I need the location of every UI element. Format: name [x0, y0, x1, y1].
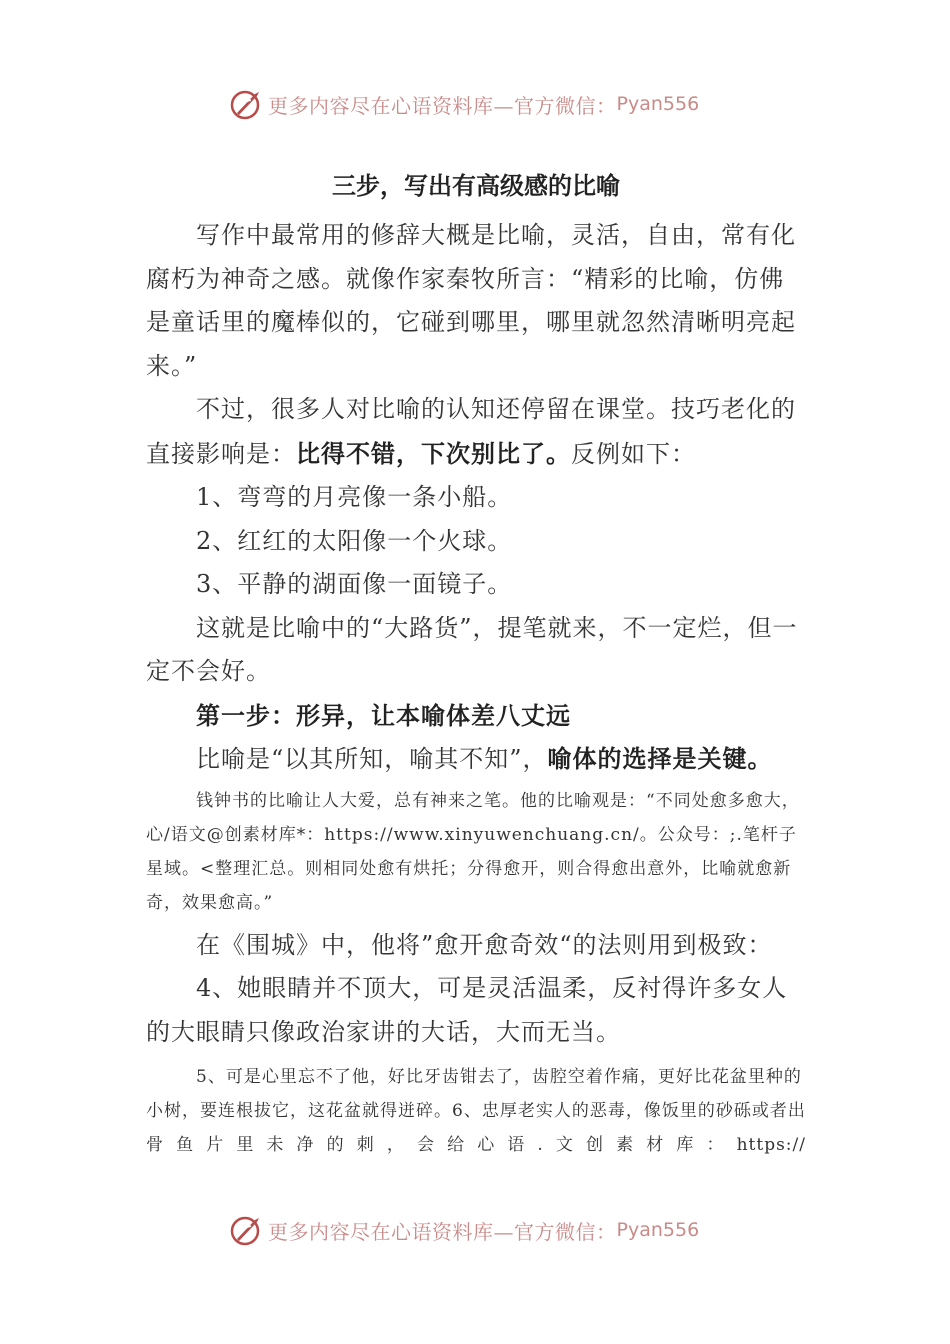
footer-banner: [228, 1210, 699, 1250]
document-title: 三步，写出有高级感的比喻: [332, 171, 620, 200]
paragraph-problem-tail: 反例如下：: [571, 439, 696, 468]
paragraph-metaphor-emphasis: 喻体的选择是关键。: [547, 744, 773, 773]
paragraph-conclusion: 这就是比喻中的“大路货”，提笔就来，不一定烂，但一定不会好。: [146, 613, 798, 685]
footer-wechat-id: Pyan556: [616, 1219, 700, 1241]
paragraph-problem: [146, 388, 806, 476]
paragraph-problem-emphasis: 比得不错，下次别比了。: [296, 438, 571, 468]
example-2: 2、红红的太阳像一个火球。: [196, 526, 513, 555]
pen-logo-icon: [228, 86, 264, 122]
example-1: 1、弯弯的月亮像一条小船。: [196, 483, 513, 511]
step1-heading: 第一步：形异，让本喻体差八丈远: [196, 700, 571, 730]
example-3: 3、平静的湖面像一面镜子。: [196, 570, 513, 598]
footer-brand: 更多内容尽在心语资料库—: [268, 1219, 514, 1244]
banner-wechat-id: Pyan556: [616, 93, 700, 115]
paragraph-problem-text: 不过，很多人对比喻的认知还停留在课堂。技巧老化的直接影响是：: [146, 395, 796, 468]
banner-label: 官方微信：: [514, 93, 617, 118]
paragraph-metaphor-text: 比喻是“以其所知，喻其不知”，: [196, 745, 548, 773]
document-body: [146, 166, 806, 1162]
pen-logo-icon: [228, 1212, 264, 1248]
paragraph-metaphor: [146, 737, 806, 782]
banner-brand: 更多内容尽在心语资料库—: [268, 93, 514, 118]
paragraph-intro: 写作中最常用的修辞大概是比喻，灵活，自由，常有化腐朽为神奇之感。就像作家秦牧所言：“精彩的比喻，仿佛是童话里的魔棒似的，它碰到哪里，哪里就忽然清晰明亮起来。”: [146, 221, 796, 380]
example-4: 4、她眼睛并不顶大，可是灵活温柔，反衬得许多女人的大眼睛只像政治家讲的大话，大而无当。: [146, 974, 788, 1046]
header-banner: [228, 84, 699, 124]
paragraph-examples-5-6: 5、可是心里忘不了他，好比牙齿钳去了，齿腔空着作痛，更好比花盆里种的小树，要连根拔它，这花盆就得迸碎。6、忠厚老实人的恶毒，像饭里的砂砾或者出骨鱼片里未净的刺，会给心语.文创素材库：https://: [146, 1067, 806, 1155]
paragraph-weicheng: 在《围城》中，他将”愈开愈奇效“的法则用到极致：: [196, 930, 773, 959]
paragraph-qian-quote: 钱钟书的比喻让人大爱，总有神来之笔。他的比喻观是：“不同处愈多愈大，心/语文@创素材库*：https://www.xinyuwenchuang.cn/。公众号：;.笔杆子星域。<整理汇总。则相同处愈有烘托；分得愈开，则合得愈出意外，比喻就愈新奇，效果愈高。”: [146, 790, 800, 913]
footer-label: 官方微信：: [514, 1219, 617, 1244]
